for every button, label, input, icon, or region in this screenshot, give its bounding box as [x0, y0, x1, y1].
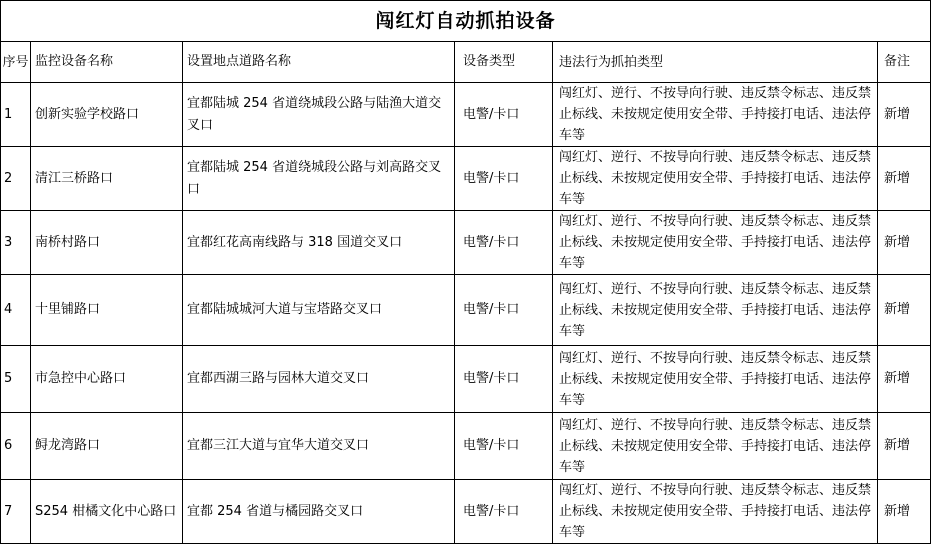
cell-device-name: 十里铺路口 — [31, 275, 183, 346]
cell-seq: 5 — [1, 346, 31, 413]
cell-device-type: 电警/卡口 — [455, 346, 553, 413]
header-note: 备注 — [878, 42, 931, 83]
cell-device-type: 电警/卡口 — [455, 147, 553, 211]
table-row — [1, 346, 931, 413]
cell-device-type: 电警/卡口 — [455, 83, 553, 147]
cell-violation-type: 闯红灯、逆行、不按导向行驶、违反禁令标志、违反禁止标线、未按规定使用安全带、手持接打电话、违法停车等 — [553, 275, 878, 346]
cell-seq: 4 — [1, 275, 31, 346]
cell-location: 宜都陆城城河大道与宝塔路交叉口 — [183, 275, 455, 346]
cell-seq: 7 — [1, 480, 31, 544]
cell-device-type: 电警/卡口 — [455, 211, 553, 275]
cell-violation-type: 闯红灯、逆行、不按导向行驶、违反禁令标志、违反禁止标线、未按规定使用安全带、手持接打电话、违法停车等 — [553, 83, 878, 147]
table-row — [1, 275, 931, 346]
table-row — [1, 147, 931, 211]
cell-violation-type: 闯红灯、逆行、不按导向行驶、违反禁令标志、违反禁止标线、未按规定使用安全带、手持接打电话、违法停车等 — [553, 147, 878, 211]
cell-location: 宜都红花高南线路与 318 国道交叉口 — [183, 211, 455, 275]
cell-device-name: 清江三桥路口 — [31, 147, 183, 211]
cell-violation-type: 闯红灯、逆行、不按导向行驶、违反禁令标志、违反禁止标线、未按规定使用安全带、手持接打电话、违法停车等 — [553, 346, 878, 413]
table-header-row — [1, 42, 931, 83]
cell-note: 新增 — [878, 346, 931, 413]
cell-location: 宜都西湖三路与园林大道交叉口 — [183, 346, 455, 413]
cell-note: 新增 — [878, 211, 931, 275]
cell-device-name: 市急控中心路口 — [31, 346, 183, 413]
cell-device-type: 电警/卡口 — [455, 413, 553, 480]
cell-location: 宜都陆城 254 省道绕城段公路与刘高路交叉口 — [183, 147, 455, 211]
cell-device-name: 鲟龙湾路口 — [31, 413, 183, 480]
cell-device-type: 电警/卡口 — [455, 480, 553, 544]
table-row — [1, 211, 931, 275]
header-violation-type: 违法行为抓拍类型 — [553, 42, 878, 83]
header-device-type: 设备类型 — [455, 42, 553, 83]
cell-note: 新增 — [878, 480, 931, 544]
cell-seq: 6 — [1, 413, 31, 480]
cell-device-name: S254 柑橘文化中心路口 — [31, 480, 183, 544]
table-row — [1, 83, 931, 147]
cell-location: 宜都 254 省道与橘园路交叉口 — [183, 480, 455, 544]
cell-device-type: 电警/卡口 — [455, 275, 553, 346]
cell-violation-type: 闯红灯、逆行、不按导向行驶、违反禁令标志、违反禁止标线、未按规定使用安全带、手持接打电话、违法停车等 — [553, 413, 878, 480]
cell-location: 宜都三江大道与宜华大道交叉口 — [183, 413, 455, 480]
cell-violation-type: 闯红灯、逆行、不按导向行驶、违反禁令标志、违反禁止标线、未按规定使用安全带、手持接打电话、违法停车等 — [553, 480, 878, 544]
cell-seq: 3 — [1, 211, 31, 275]
header-device-name: 监控设备名称 — [31, 42, 183, 83]
cell-device-name: 南桥村路口 — [31, 211, 183, 275]
cell-location: 宜都陆城 254 省道绕城段公路与陆渔大道交叉口 — [183, 83, 455, 147]
cell-note: 新增 — [878, 83, 931, 147]
table-row — [1, 413, 931, 480]
cell-seq: 2 — [1, 147, 31, 211]
cell-device-name: 创新实验学校路口 — [31, 83, 183, 147]
cell-note: 新增 — [878, 147, 931, 211]
cell-note: 新增 — [878, 413, 931, 480]
cell-violation-type: 闯红灯、逆行、不按导向行驶、违反禁令标志、违反禁止标线、未按规定使用安全带、手持接打电话、违法停车等 — [553, 211, 878, 275]
cell-note: 新增 — [878, 275, 931, 346]
header-location: 设置地点道路名称 — [183, 42, 455, 83]
cell-seq: 1 — [1, 83, 31, 147]
table-row — [1, 480, 931, 544]
header-seq: 序号 — [1, 42, 31, 83]
table-title: 闯红灯自动抓拍设备 — [1, 1, 931, 42]
